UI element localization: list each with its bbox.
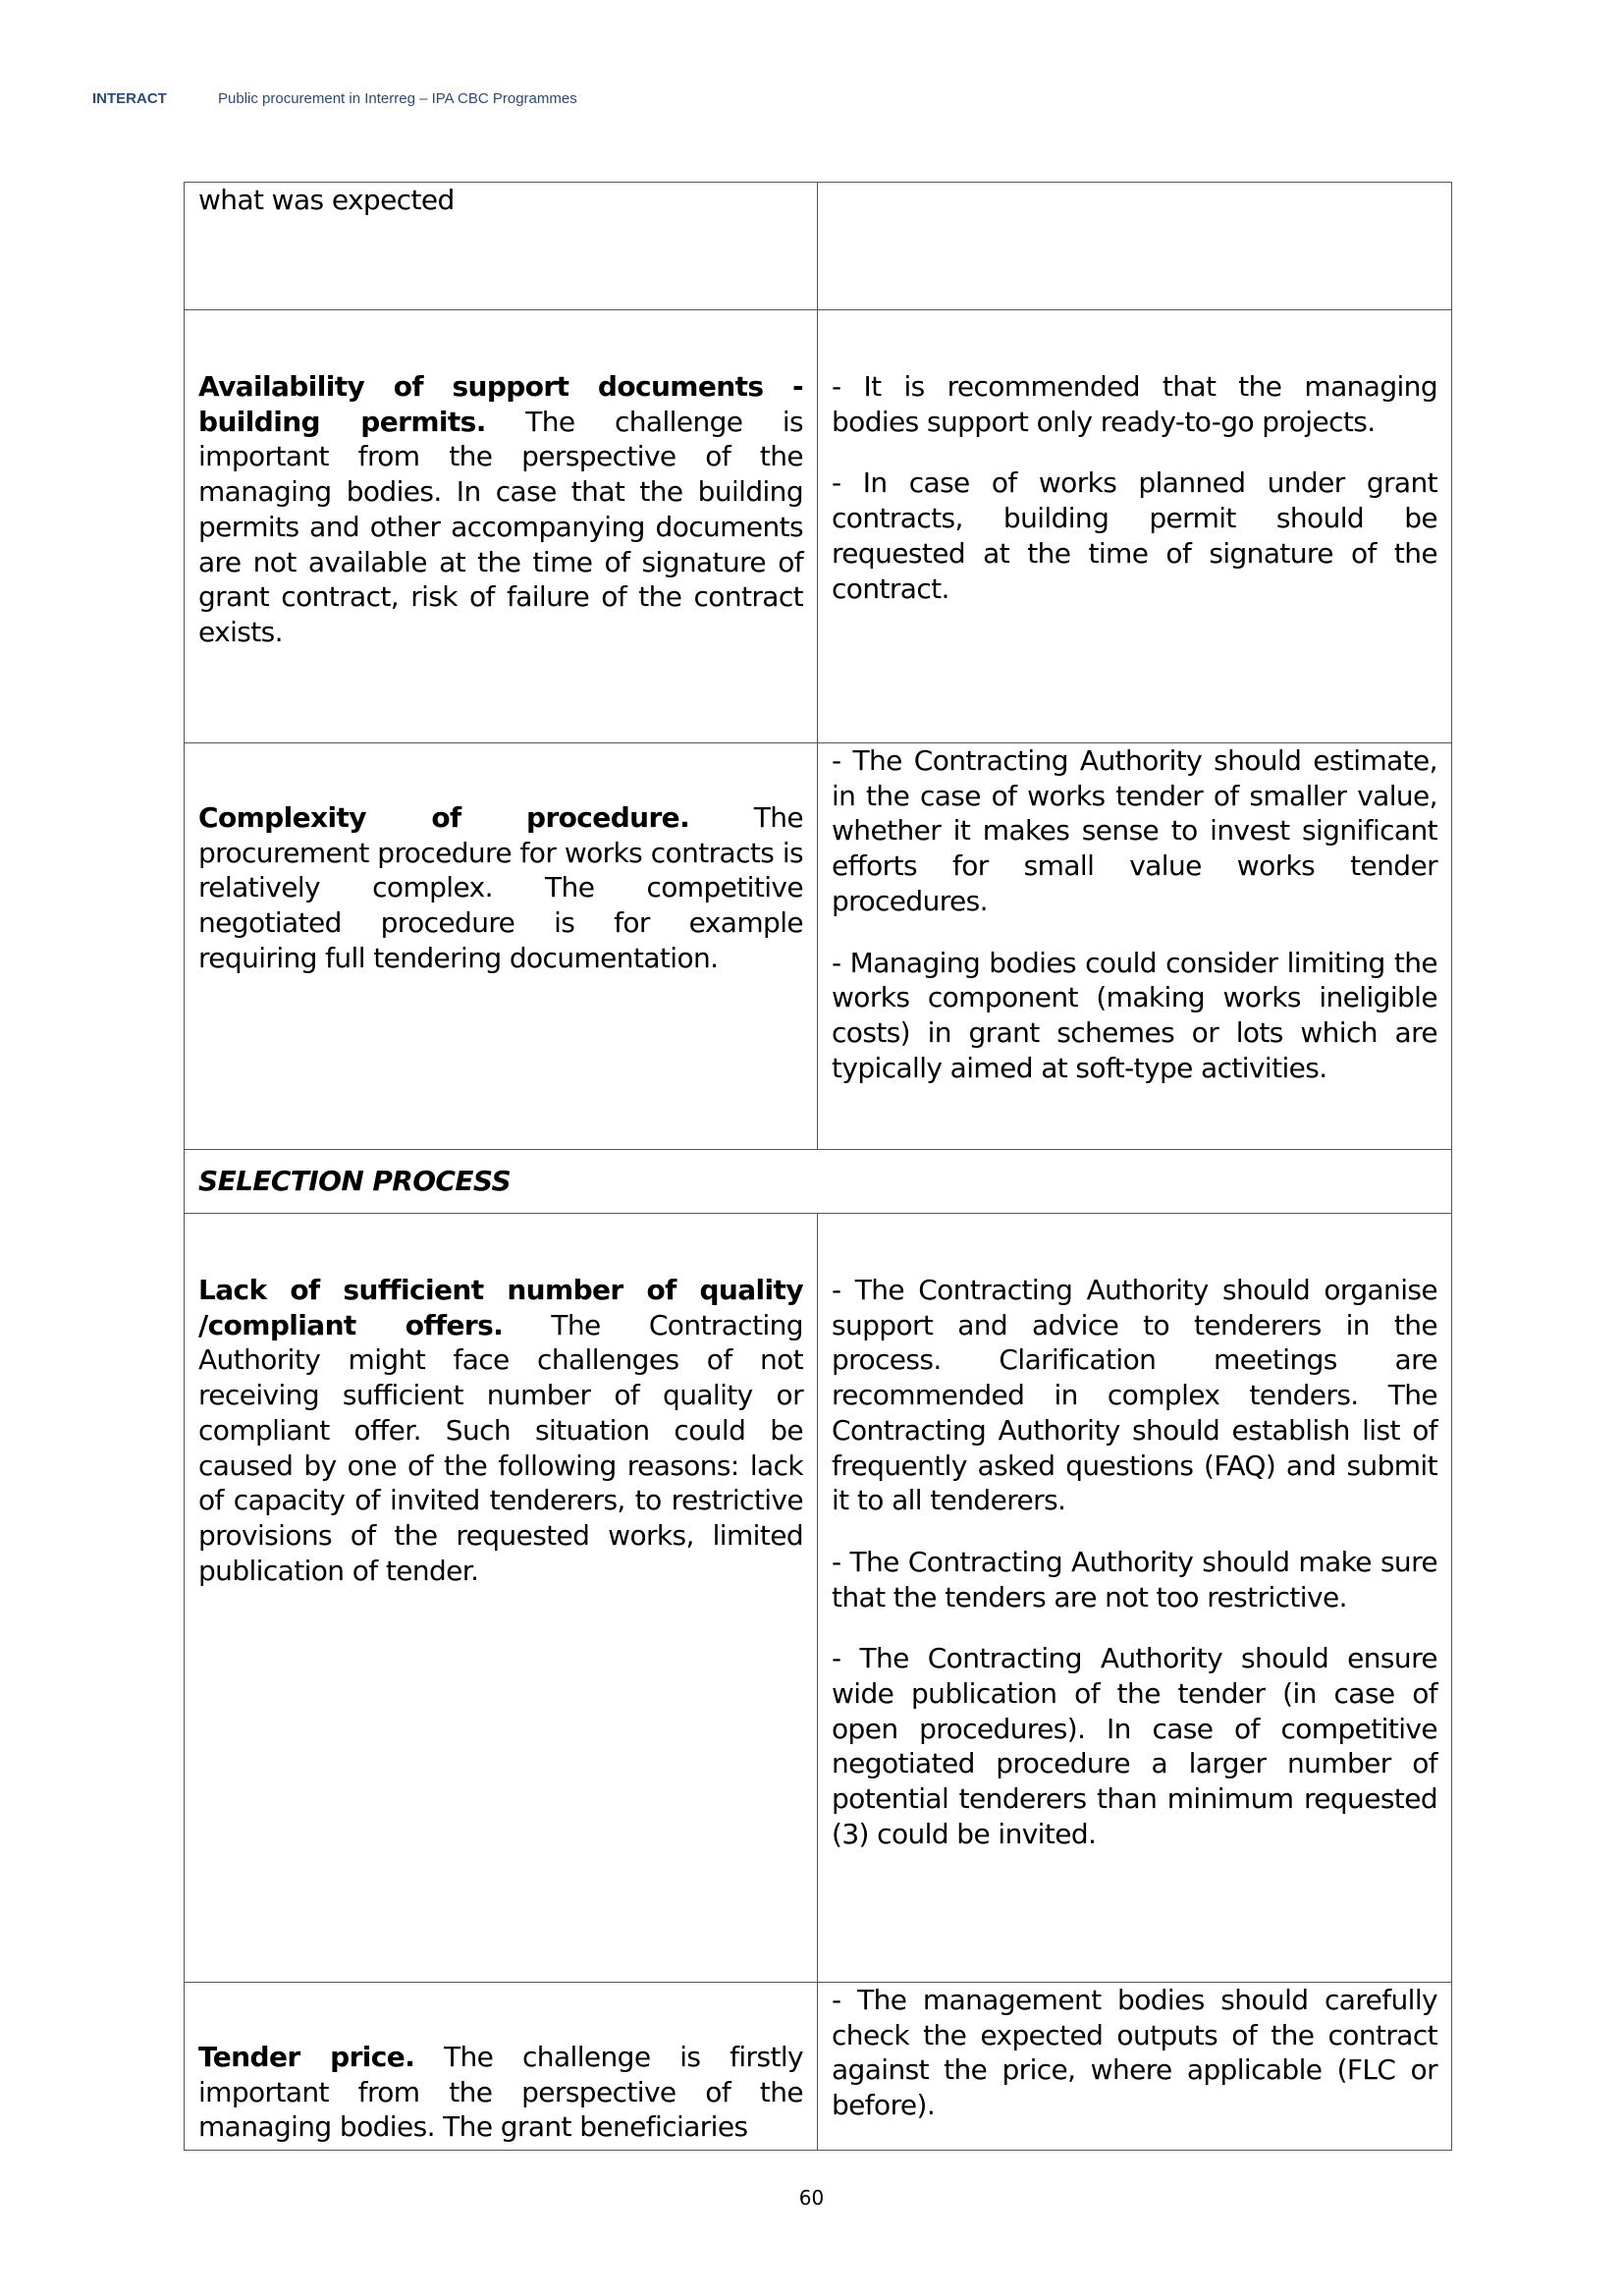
recommendation-item: - The Contracting Authority should make sure that the tenders are not too restrictive. [832,1545,1437,1613]
challenge-text: The challenge is important from the perspective of the managing bodies. In case that the building permits and other accompanying documents are not available at the time of signature of grant contract, risk of failure of the contract exists. [198,405,803,648]
challenge-heading: Availability of support documents - building permits [198,370,803,438]
recommendation-cell [818,310,1452,743]
header-brand: INTERACT [92,90,167,107]
challenge-heading-punct: . [493,1308,504,1341]
table-row [185,1150,1452,1214]
table-row [185,183,1452,310]
challenge-text: what was expected [198,184,455,216]
challenge-heading-punct: . [405,2041,415,2073]
recommendation-item: - In case of works planned under grant contracts, building permit should be requested at the time of signature of the contract. [832,466,1437,605]
recommendation-cell [818,1214,1452,1983]
challenge-heading: Complexity of procedure [198,801,680,834]
page-number: 60 [798,2186,825,2210]
challenge-cell [185,183,818,310]
recommendation-cell [818,743,1452,1150]
challenge-text: The challenge is firstly important from the perspective of the managing bodies. The grant beneficiaries [198,2041,803,2144]
table-row [185,1983,1452,2151]
header-subtitle: Public procurement in Interreg – IPA CBC Programmes [218,90,577,107]
challenge-heading: Lack of sufficient number of quality /compliant offers [198,1274,803,1341]
challenge-cell [185,1983,818,2151]
challenge-heading: Tender price [198,2041,406,2073]
recommendation-item: - The management bodies should carefully check the expected outputs of the contract against the price, where applicable (FLC or before). [832,1984,1437,2122]
recommendations-table [184,182,1452,2151]
challenge-heading-punct: . [679,801,690,834]
challenge-heading-punct: . [475,405,486,438]
challenge-text: The Contracting Authority might face challenges of not receiving sufficient number of quality or compliant offer. Such situation could be caused by one of the following reasons: lack of capacity of invited tenderers, to restrictive provisions of the requested works, limited publication of tender. [198,1308,803,1587]
challenge-cell [185,310,818,743]
recommendation-item: - The Contracting Authority should ensure wide publication of the tender (in case of open procedures). In case of competitive negotiated procedure a larger number of potential tenderers than minimum requested (3) could be invited. [832,1642,1437,1850]
recommendation-cell [818,183,1452,310]
table-row [185,1214,1452,1983]
table-row [185,310,1452,743]
challenge-cell [185,1214,818,1983]
recommendation-item: - It is recommended that the managing bodies support only ready-to-go projects. [832,370,1437,438]
table-row [185,743,1452,1150]
section-heading: SELECTION PROCESS [185,1150,1452,1214]
recommendation-cell [818,1983,1452,2151]
recommendation-item: - Managing bodies could consider limiting the works component (making works ineligible costs) in grant schemes or lots which are typically aimed at soft-type activities. [832,946,1437,1084]
page-header [92,90,577,107]
challenge-cell [185,743,818,1150]
challenge-text: The procurement procedure for works contracts is relatively complex. The competitive negotiated procedure is for example requiring full tendering documentation. [198,801,804,974]
recommendation-item: - The Contracting Authority should estimate, in the case of works tender of smaller value, whether it makes sense to invest significant efforts for small value works tender procedures. [832,744,1437,917]
recommendation-item: - The Contracting Authority should organise support and advice to tenderers in the process. Clarification meetings are recommended in complex tenders. The Contracting Authority should establish list of frequently asked questions (FAQ) and submit it to all tenderers. [832,1274,1437,1517]
